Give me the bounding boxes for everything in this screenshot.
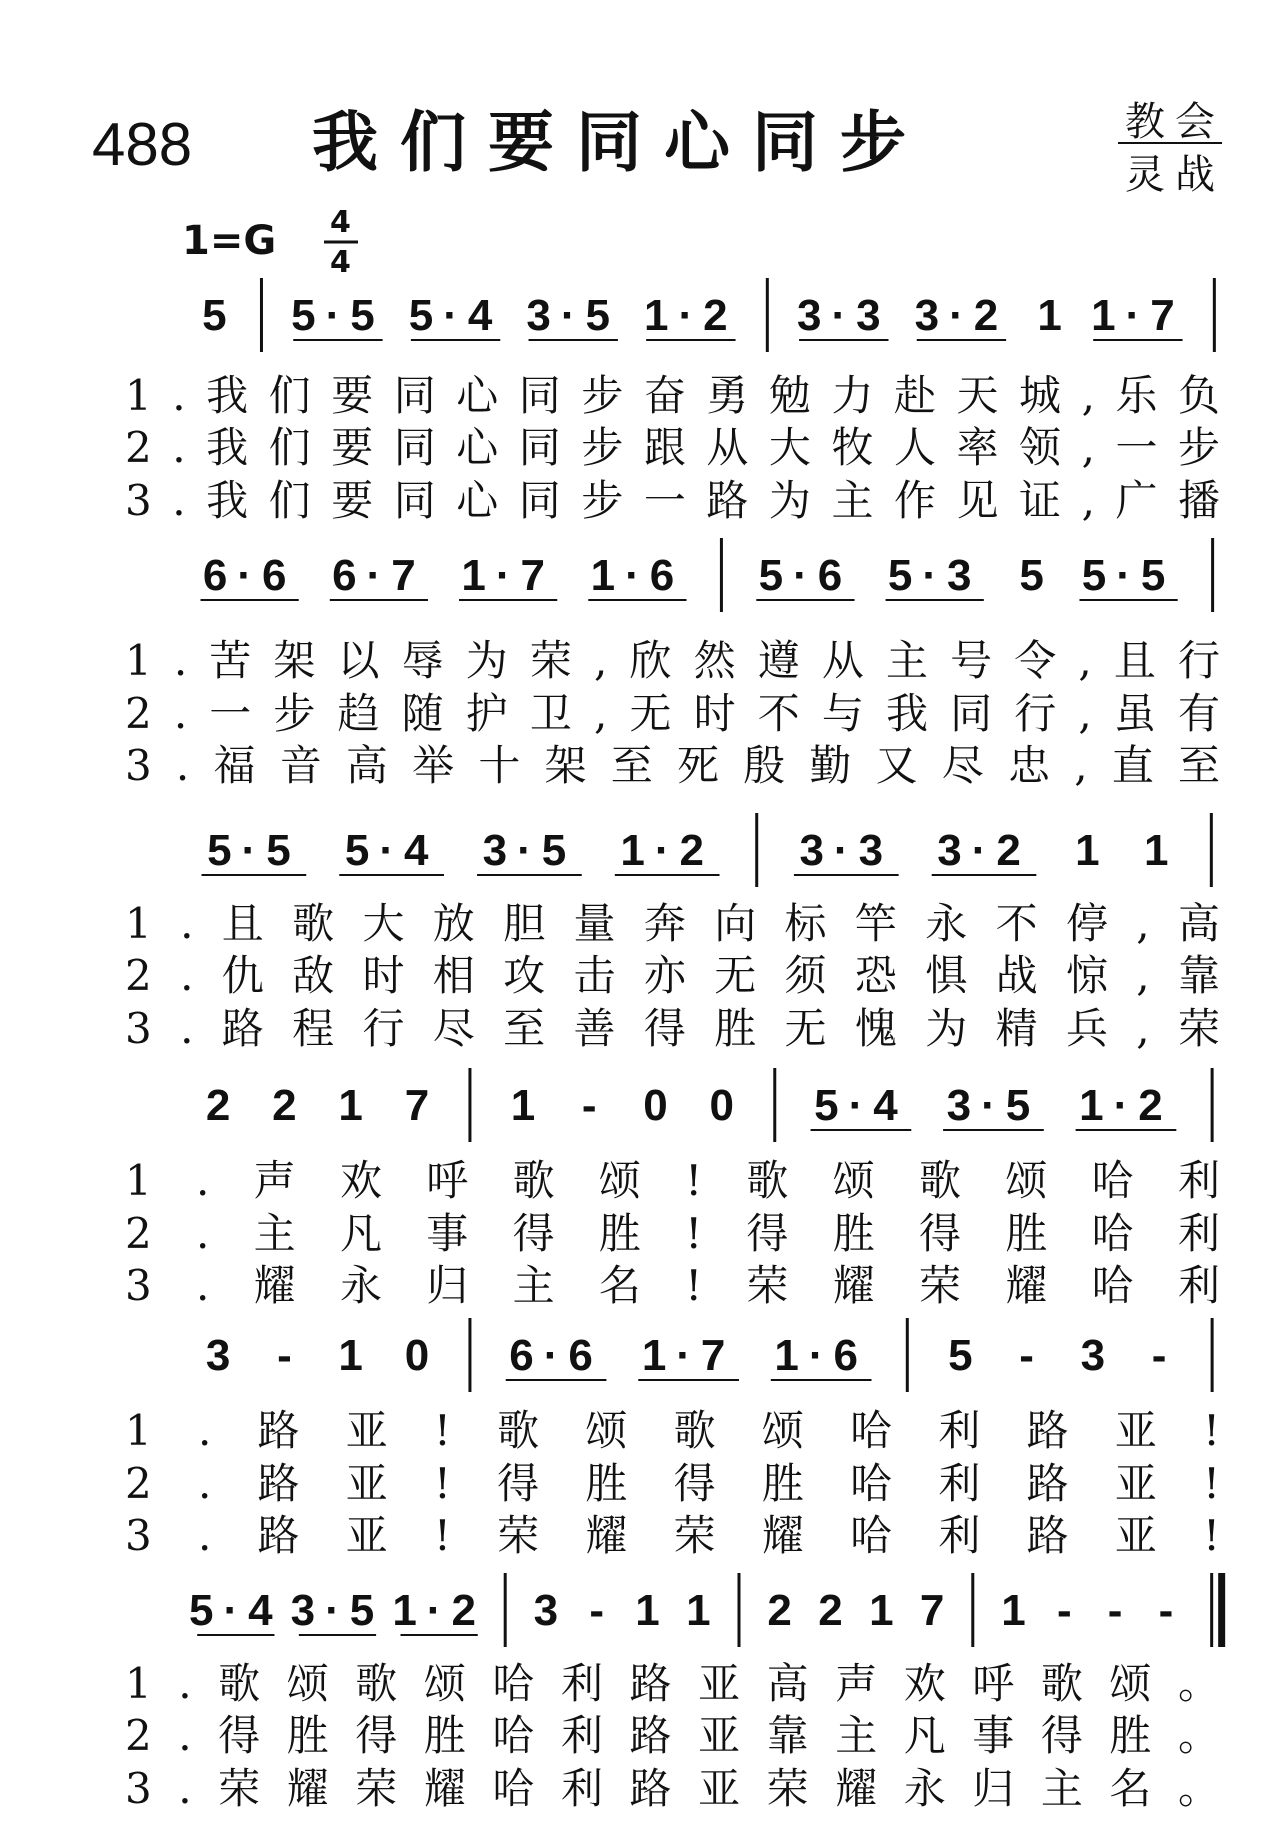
note: 3·5 — [482, 826, 577, 875]
note: 1·7 — [641, 1331, 736, 1380]
note: 5 — [1019, 551, 1044, 600]
note: 5·5 — [291, 291, 385, 340]
note: 6·6 — [202, 551, 297, 600]
note: 5·4 — [189, 1586, 283, 1635]
note: 5·5 — [1081, 551, 1176, 600]
note: 1·7 — [1091, 291, 1185, 340]
note: 1 — [338, 1331, 363, 1380]
note: 1 — [1037, 291, 1062, 340]
note: - — [581, 1081, 597, 1130]
note: 1 — [510, 1081, 536, 1130]
lyric-verse-2: 2.一步趋随护卫,无时不与我同行,虽有 — [125, 689, 1221, 738]
lyric-verse-1: 1.且歌大放胆量奔向标竿永不停,高 — [125, 899, 1220, 948]
note: 5·4 — [408, 291, 503, 340]
lyric-verse-3: 3.路亚!荣耀荣耀哈利路亚! — [125, 1511, 1220, 1560]
hymn-title: 我们要同心同步 — [312, 103, 928, 181]
note: 3 — [1080, 1331, 1106, 1380]
system-6 — [125, 1573, 1222, 1813]
note: 6·6 — [509, 1331, 603, 1380]
lyric-verse-2: 2.我们要同心同步跟从大牧人率领,一步 — [125, 423, 1220, 472]
category-label-top: 教会 — [1125, 99, 1225, 145]
lyric-verse-3: 3.福音高举十架至死殷勤又尽忠,直至 — [125, 741, 1220, 790]
note: 3·5 — [290, 1586, 385, 1635]
lyric-verse-1: 1.路亚!歌颂歌颂哈利路亚! — [125, 1406, 1220, 1455]
system-1 — [125, 278, 1220, 525]
note: 3·3 — [796, 291, 891, 340]
lyric-verse-3: 3.耀永归主名!荣耀荣耀哈利 — [125, 1261, 1220, 1310]
lyric-verse-2: 2.得胜得胜哈利路亚靠主凡事得胜。 — [125, 1711, 1220, 1760]
lyric-verse-3: 3.我们要同心同步一路为主作见证,广播 — [125, 476, 1220, 525]
note: 1·2 — [644, 291, 738, 340]
note: 1·6 — [774, 1331, 868, 1380]
note: - — [1019, 1331, 1034, 1380]
time-signature-bottom: 4 — [330, 245, 351, 280]
lyric-verse-3: 3.荣耀荣耀哈利路亚荣耀永归主名。 — [125, 1764, 1220, 1813]
note: 1·2 — [392, 1586, 486, 1635]
note: 3·3 — [799, 826, 894, 875]
note: 1 — [686, 1586, 711, 1635]
note: 2 — [767, 1586, 792, 1635]
note: 0 — [643, 1081, 668, 1130]
note: 3 — [533, 1586, 559, 1635]
note: 1 — [635, 1586, 660, 1635]
note: 1·2 — [1079, 1081, 1173, 1130]
note: - — [277, 1331, 292, 1380]
note: 1 — [869, 1586, 894, 1635]
lyric-verse-1: 1.歌颂歌颂哈利路亚高声欢呼歌颂。 — [125, 1659, 1220, 1708]
lyric-verse-2: 2.主凡事得胜!得胜得胜哈利 — [125, 1209, 1220, 1258]
note: 7 — [919, 1586, 945, 1635]
note: 7 — [404, 1081, 430, 1130]
systems — [125, 278, 1222, 1813]
system-3 — [125, 813, 1220, 1053]
note: 1·6 — [590, 551, 685, 600]
note: 5·4 — [814, 1081, 908, 1130]
note: - — [1107, 1586, 1123, 1635]
note: 5·6 — [758, 551, 853, 600]
system-2 — [125, 538, 1220, 790]
note: 2 — [205, 1081, 231, 1130]
note: 1 — [1075, 826, 1100, 875]
note: 5·3 — [887, 551, 982, 600]
note: 3 — [205, 1331, 231, 1380]
lyric-verse-2: 2.仇敌时相攻击亦无须恐惧战惊,靠 — [125, 951, 1220, 1000]
key-signature: 1=G — [182, 218, 277, 264]
note: 5 — [202, 291, 227, 340]
note: 3·5 — [946, 1081, 1041, 1130]
note: 1 — [1143, 826, 1169, 875]
hymn-number: 488 — [92, 111, 193, 178]
note: 0 — [709, 1081, 734, 1130]
note: 6·7 — [332, 551, 426, 600]
note: 0 — [404, 1331, 430, 1380]
lyric-verse-1: 1.我们要同心同步奋勇勉力赴天城,乐负 — [125, 371, 1220, 420]
note: - — [1158, 1586, 1174, 1635]
system-4 — [125, 1068, 1220, 1310]
note: 1 — [338, 1081, 363, 1130]
lyric-verse-1: 1.声欢呼歌颂!歌颂歌颂哈利 — [125, 1156, 1220, 1205]
note: 1 — [1001, 1586, 1026, 1635]
note: 5·4 — [344, 826, 439, 875]
lyric-verse-1: 1.苦架以辱为荣,欣然遵从主号令,且行 — [125, 636, 1221, 685]
lyric-verse-2: 2.路亚!得胜得胜哈利路亚! — [125, 1459, 1220, 1508]
system-5 — [125, 1318, 1220, 1560]
note: 1·2 — [620, 826, 714, 875]
note: - — [589, 1586, 605, 1635]
note: 1·7 — [461, 551, 555, 600]
lyric-verse-3: 3.路程行尽至善得胜无愧为精兵,荣 — [125, 1004, 1220, 1053]
note: 5·5 — [207, 826, 301, 875]
time-signature-top: 4 — [330, 205, 351, 240]
note: 5 — [948, 1331, 973, 1380]
note: - — [1056, 1586, 1072, 1635]
note: 2 — [272, 1081, 297, 1130]
note: - — [1151, 1331, 1167, 1380]
note: 3·2 — [937, 826, 1031, 875]
note: 2 — [818, 1586, 843, 1635]
category-label-bottom: 灵战 — [1125, 152, 1225, 198]
note: 3·5 — [526, 291, 621, 340]
note: 3·2 — [914, 291, 1009, 340]
